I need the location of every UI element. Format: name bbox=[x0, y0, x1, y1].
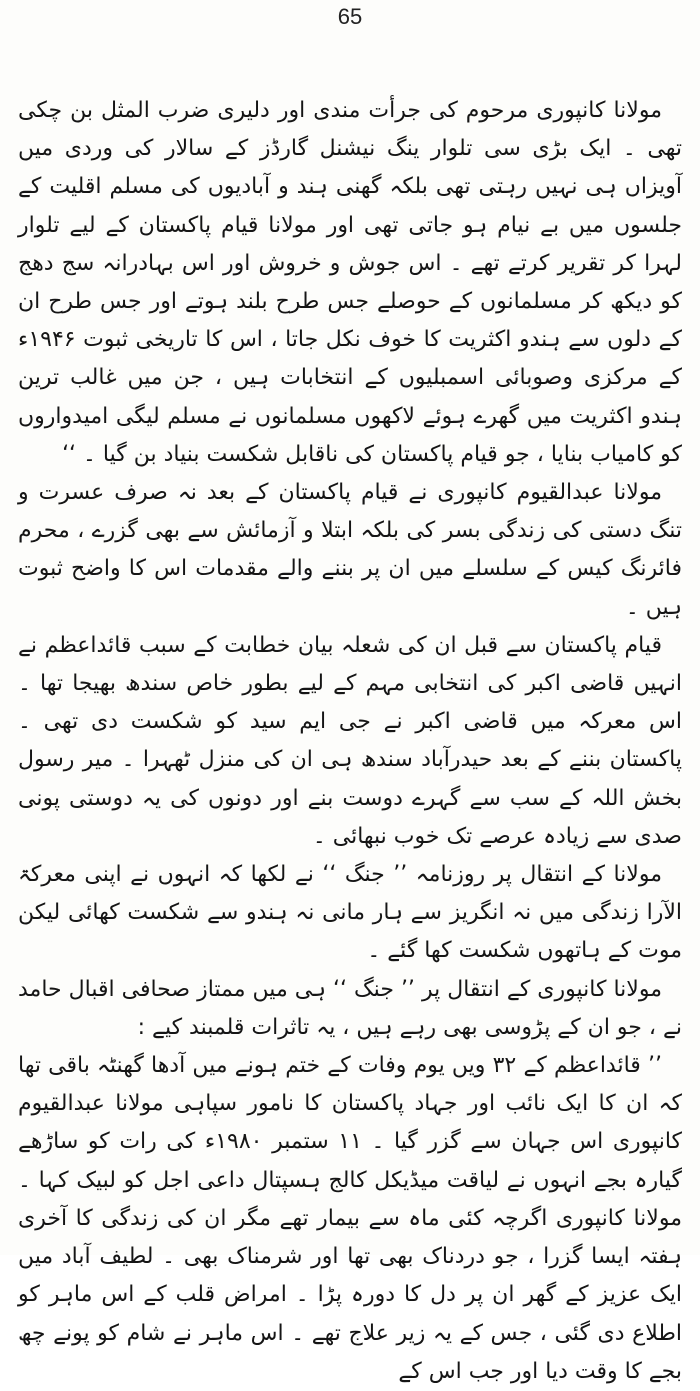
body-text bbox=[18, 92, 682, 1391]
paragraph-6: ’’ قائداعظم کے ۳۲ ویں یوم وفات کے ختم ہونے میں آدھا گھنٹہ باقی تھا کہ ان کا ایک نائب اور جہاد پاکستان کا نامور سپاہی مولانا عبدالقیوم کانپوری اس جہان سے گزر گیا ۔ ۱۱ ستمبر ۱۹۸۰ء کی رات کو ساڑھے گیارہ بجے انہوں نے لیاقت میڈیکل کالج ہسپتال داعی اجل کو لبیک کہا ۔ مولانا کانپوری اگرچہ کئی ماہ سے بیمار تھے مگر ان کی زندگی کا آخری ہفتہ ایسا گزرا ، جو دردناک بھی تھا اور شرمناک بھی ۔ لطیف آباد میں ایک عزیز کے گھر ان پر دل کا دورہ پڑا ۔ امراض قلب کے اس ماہر کو اطلاع دی گئی ، جس کے یہ زیر علاج تھے ۔ اس ماہر نے شام کو پونے چھ بجے کا وقت دیا اور جب اس کے bbox=[18, 1053, 682, 1384]
paragraph-5: مولانا کانپوری کے انتقال پر ’’ جنگ ‘‘ ہی میں ممتاز صحافی اقبال حامد نے ، جو ان کے پڑوسی بھی رہے ہیں ، یہ تاثرات قلمبند کیے : bbox=[18, 976, 682, 1040]
paragraph-2: مولانا عبدالقیوم کانپوری نے قیام پاکستان کے بعد نہ صرف عسرت و تنگ دستی کی زندگی بسر کی بلکہ ابتلا و آزمائش سے بھی گزرے ، محرم فائرنگ کیس کے سلسلے میں ان پر بننے والے مقدمات اس کا واضح ثبوت ہیں ۔ bbox=[18, 480, 682, 620]
paragraph-3: قیام پاکستان سے قبل ان کی شعلہ بیان خطابت کے سبب قائداعظم نے انہیں قاضی اکبر کی انتخابی مہم کے لیے بطور خاص سندھ بھیجا تھا ۔ اس معرکہ میں قاضی اکبر نے جی ایم سید کو شکست دی تھی ۔ پاکستان بننے کے بعد حیدرآباد سندھ ہی ان کی منزل ٹھہرا ۔ میر رسول بخش اللہ کے سب سے گہرے دوست بنے اور دونوں کی یہ دوستی پونی صدی سے زیادہ عرصے تک خوب نبھائی ۔ bbox=[18, 632, 682, 849]
paragraph-4: مولانا کے انتقال پر روزنامہ ’’ جنگ ‘‘ نے لکھا کہ انہوں نے اپنی معرکۃ الآرا زندگی میں نہ انگریز سے ہار مانی نہ ہندو سے شکست کھائی لیکن موت کے ہاتھوں شکست کھا گئے ۔ bbox=[18, 862, 682, 964]
page-number: 65 bbox=[337, 4, 363, 29]
paragraph-1: مولانا کانپوری مرحوم کی جرأت مندی اور دلیری ضرب المثل بن چکی تھی ۔ ایک بڑی سی تلوار ینگ نیشنل گارڈز کے سالار کی وردی میں آویزاں ہی نہیں رہتی تھی بلکہ گھنی ہند و آبادیوں کی مسلم اقلیت کے جلسوں میں بے نیام ہو جاتی تھی اور مولانا قیام پاکستان کے لیے تلوار لہرا کر تقریر کرتے تھے ۔ اس جوش و خروش اور اس بہادرانہ سج دھج کو دیکھ کر مسلمانوں کے حوصلے جس طرح بلند ہوتے اور جس طرح ان کے دلوں سے ہندو اکثریت کا خوف نکل جاتا ، اس کا تاریخی ثبوت ۱۹۴۶ء کے مرکزی وصوبائی اسمبلیوں کے انتخابات ہیں ، جن میں غالب ترین ہندو اکثریت میں گھرے ہوئے لاکھوں مسلمانوں نے مسلم لیگی امیدواروں کو کامیاب بنایا ، جو قیام پاکستان کی ناقابل شکست بنیاد بن گیا ۔ ‘‘ bbox=[18, 98, 682, 467]
